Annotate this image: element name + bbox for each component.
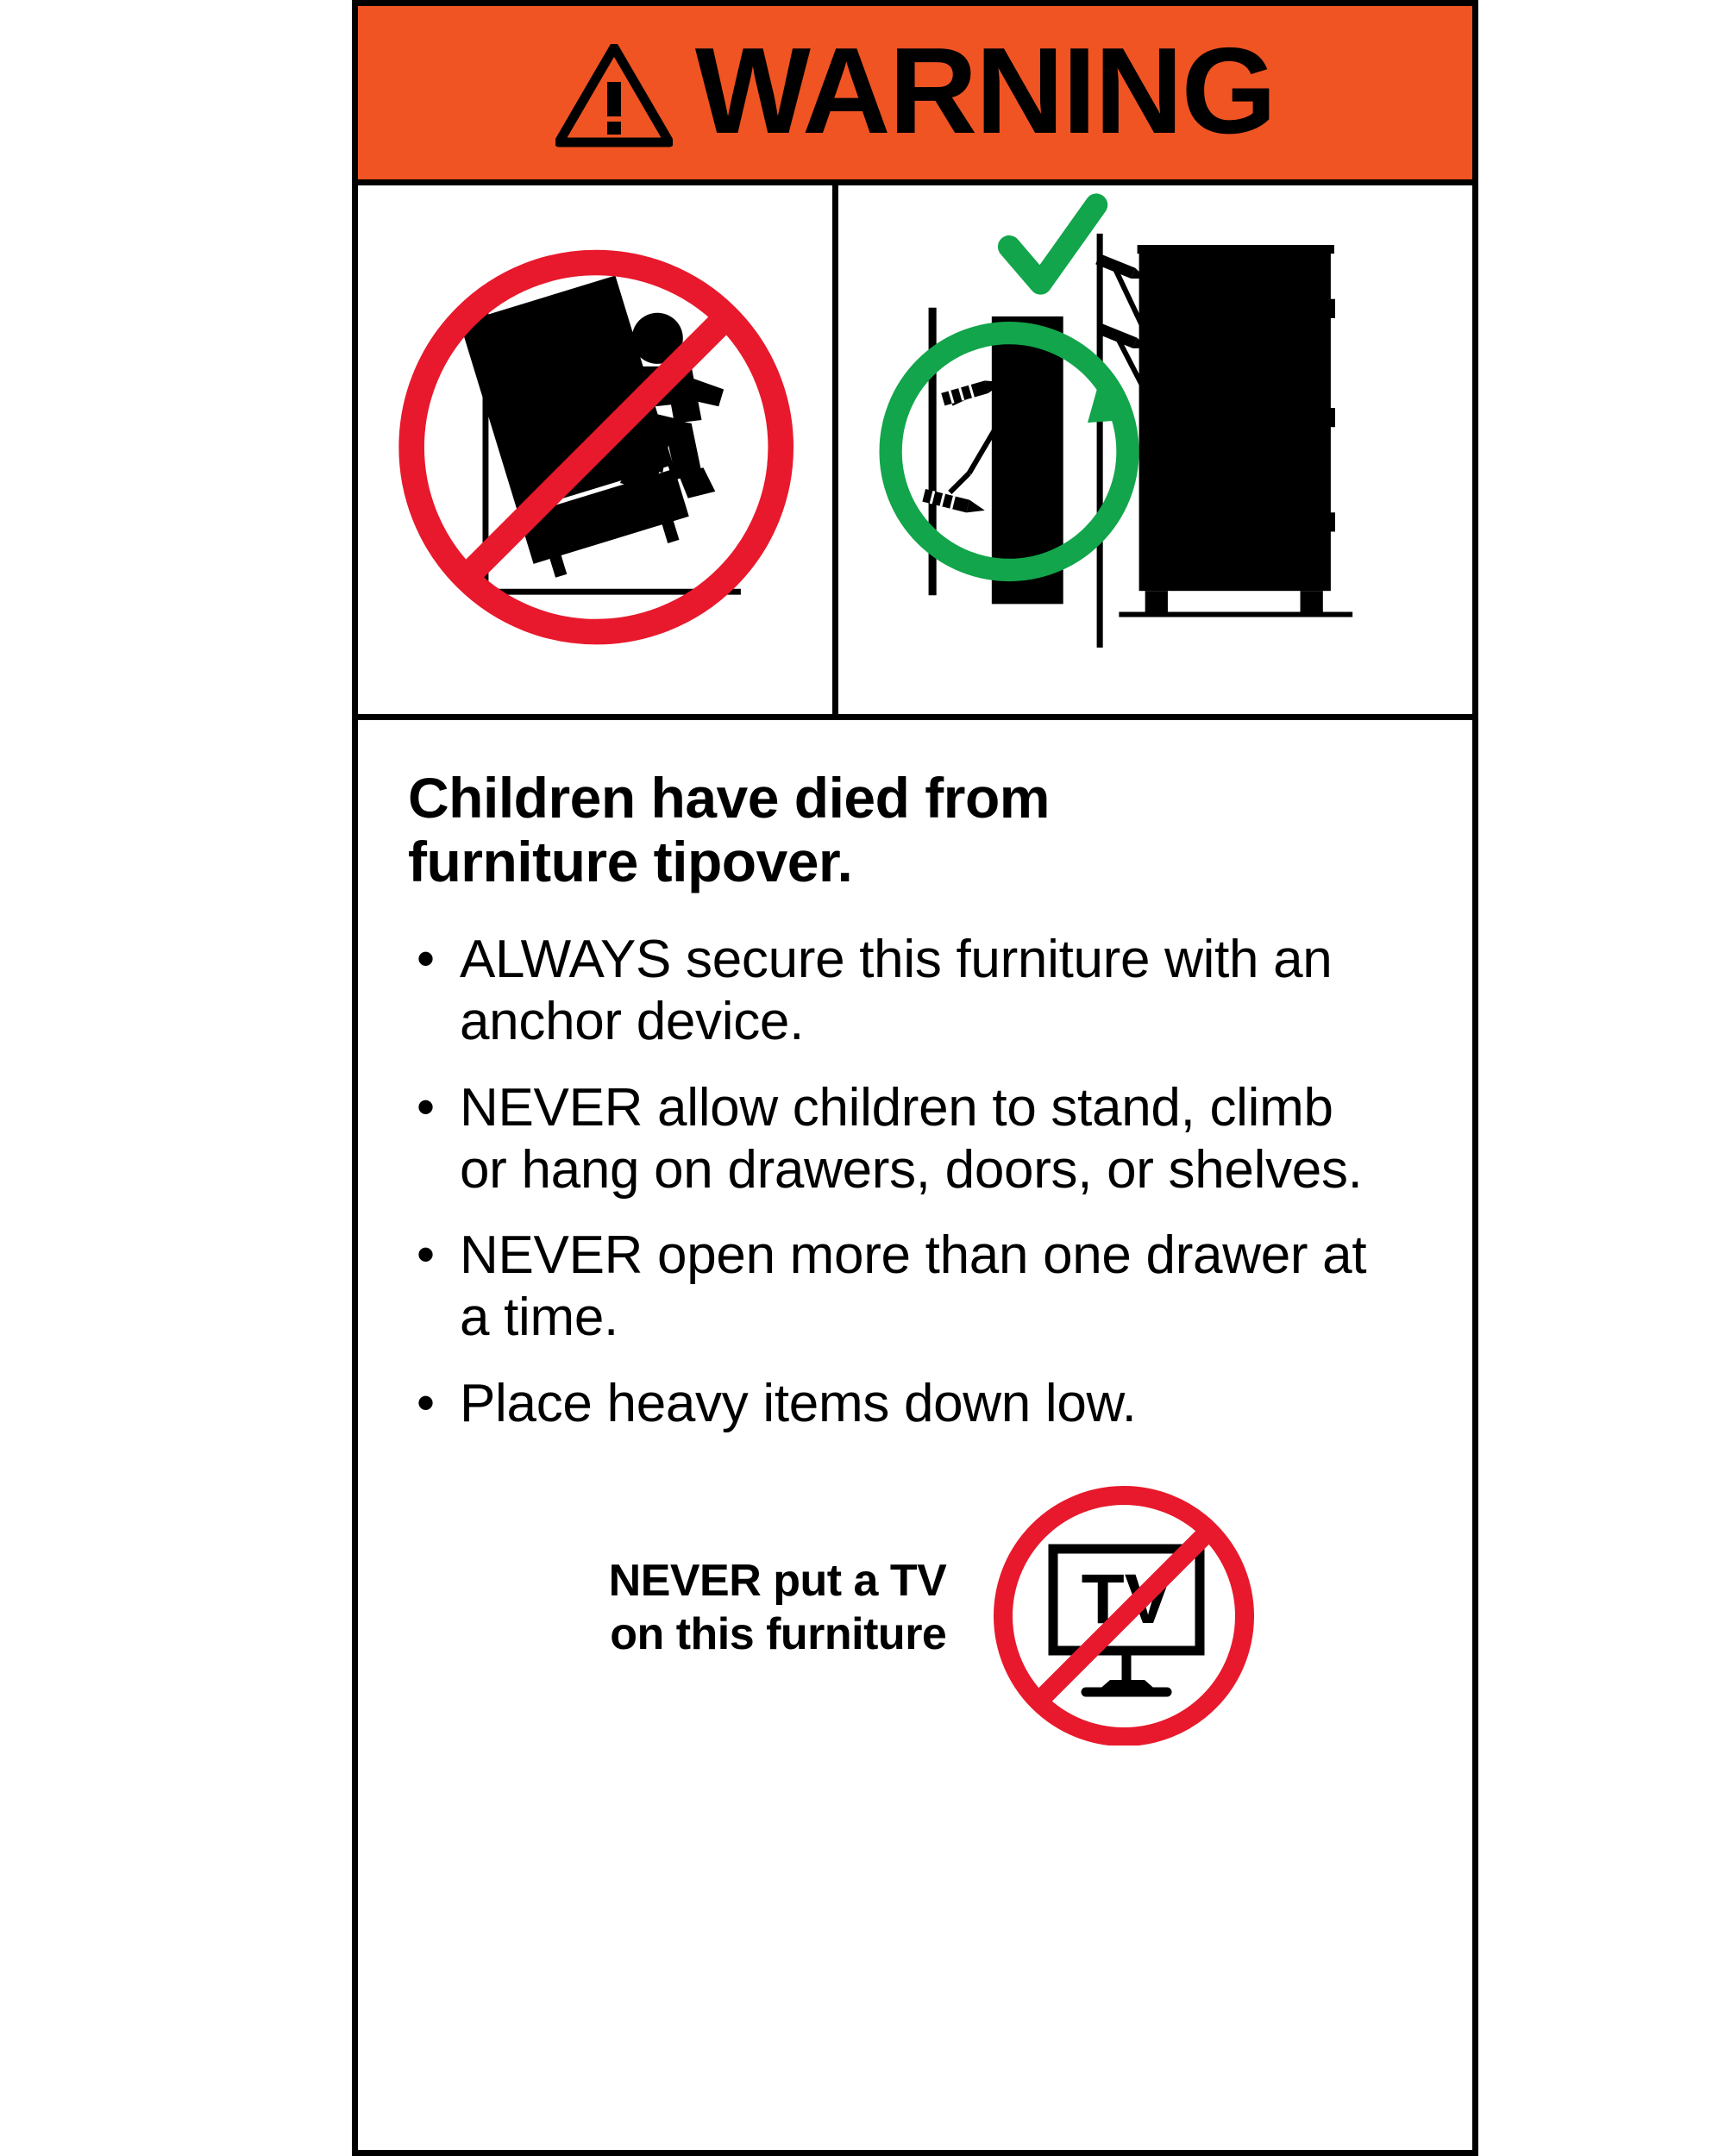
svg-text:TV: TV (1081, 1560, 1172, 1639)
bullet-text: Place heavy items down low. (460, 1374, 1137, 1434)
no-tv-caption-line2: on this furniture (610, 1609, 947, 1660)
tipping-furniture-prohibited-pictogram (358, 185, 838, 714)
no-tv-icon (975, 1470, 1273, 1745)
list-item (408, 1373, 1422, 1435)
tipping-furniture-illustration (358, 185, 832, 714)
warning-bullet-list (408, 929, 1422, 1435)
wall-anchored-furniture-pictogram (838, 185, 1472, 714)
no-tv-notice (408, 1470, 1422, 1745)
check-icon (1009, 205, 1096, 284)
bullet-marker: • (417, 1077, 436, 1136)
bullet-marker: • (417, 1374, 436, 1432)
bullet-text: NEVER allow children to stand, climb or hang on drawers, doors, or shelves. (460, 1077, 1363, 1200)
no-tv-caption-line1: NEVER put a TV (608, 1555, 947, 1606)
bullet-marker: • (417, 1225, 436, 1284)
list-item (408, 1077, 1422, 1201)
bullet-text: ALWAYS secure this furniture with an anchor device. (460, 929, 1333, 1051)
warning-header (358, 6, 1472, 185)
warning-body (358, 720, 1472, 1745)
bullet-text: NEVER open more than one drawer at a time. (460, 1225, 1367, 1348)
tipover-warning-label (352, 0, 1478, 2156)
bullet-marker: • (417, 929, 436, 987)
warning-triangle-icon (555, 44, 673, 147)
anchored-furniture-illustration (838, 185, 1472, 714)
pictogram-row (358, 185, 1472, 720)
headline-text: Children have died from furniture tipover. (408, 766, 1050, 893)
warning-title: WARNING (694, 22, 1276, 160)
list-item (408, 929, 1422, 1053)
no-tv-caption (609, 1554, 947, 1662)
list-item (408, 1225, 1422, 1349)
